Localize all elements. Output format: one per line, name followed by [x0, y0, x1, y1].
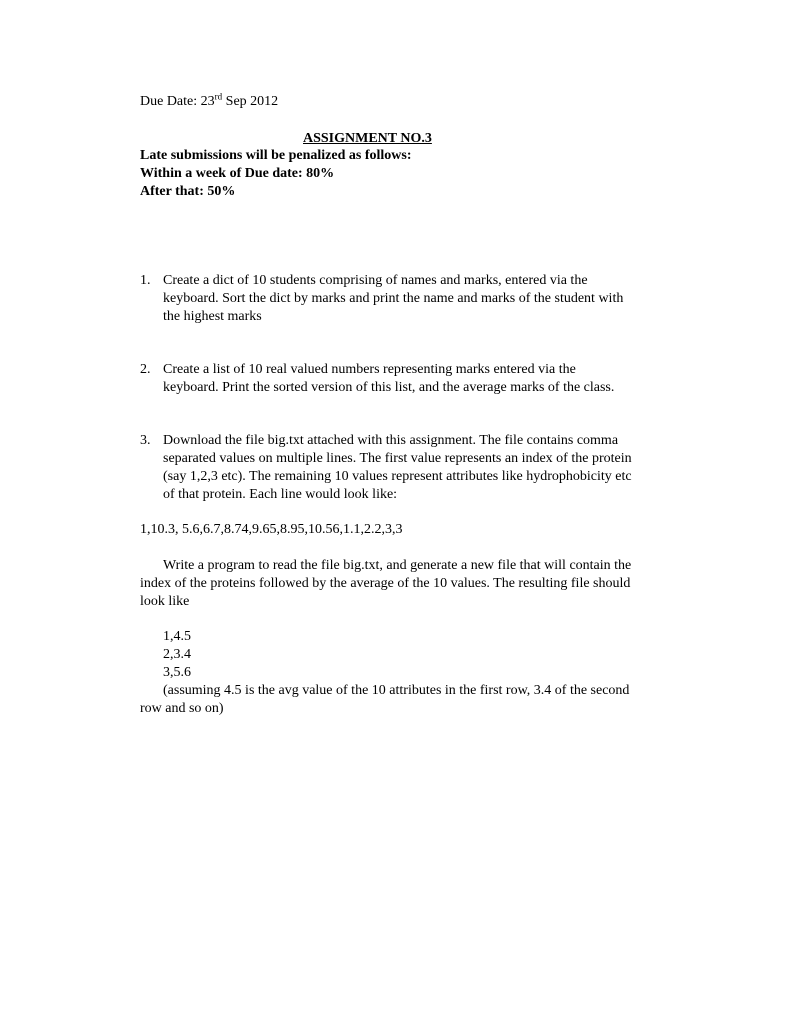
instruction-line: look like [140, 594, 190, 609]
question-line: of that protein. Each line would look like: [163, 487, 398, 502]
instruction-line: index of the proteins followed by the average of the 10 values. The resulting file should [140, 576, 631, 591]
question-line: Create a dict of 10 students comprising of names and marks, entered via the [163, 273, 588, 288]
question-line: Download the file big.txt attached with this assignment. The file contains comma [163, 433, 619, 448]
due-date [140, 93, 278, 111]
sample-data-line: 1,10.3, 5.6,6.7,8.74,9.65,8.95,10.56,1.1,2.2,3,3 [140, 522, 403, 537]
question-number: 3. [140, 433, 151, 448]
due-date-superscript: rd [214, 91, 223, 102]
output-example: 3,5.6 [163, 665, 191, 680]
due-date-suffix: Sep 2012 [222, 94, 279, 109]
penalty-line: Late submissions will be penalized as follows: [140, 148, 412, 163]
output-example: 1,4.5 [163, 629, 191, 644]
question-line: keyboard. Print the sorted version of this list, and the average marks of the class. [163, 380, 615, 395]
question-number: 2. [140, 362, 151, 377]
question-line: the highest marks [163, 309, 262, 324]
question-line: (say 1,2,3 etc). The remaining 10 values represent attributes like hydrophobicity etc [163, 469, 632, 484]
penalty-line: After that: 50% [140, 184, 236, 199]
note-line: row and so on) [140, 701, 224, 716]
output-example: 2,3.4 [163, 647, 191, 662]
question-line: keyboard. Sort the dict by marks and print the name and marks of the student with [163, 291, 624, 306]
assignment-title: ASSIGNMENT NO.3 [303, 131, 432, 146]
question-line: Create a list of 10 real valued numbers representing marks entered via the [163, 362, 576, 377]
question-number: 1. [140, 273, 151, 288]
question-line: separated values on multiple lines. The first value represents an index of the protein [163, 451, 632, 466]
penalty-line: Within a week of Due date: 80% [140, 166, 335, 181]
note-line: (assuming 4.5 is the avg value of the 10 attributes in the first row, 3.4 of the second [163, 683, 630, 698]
instruction-line: Write a program to read the file big.txt, and generate a new file that will contain the [163, 558, 632, 573]
due-date-prefix: Due Date: 23 [140, 94, 215, 109]
